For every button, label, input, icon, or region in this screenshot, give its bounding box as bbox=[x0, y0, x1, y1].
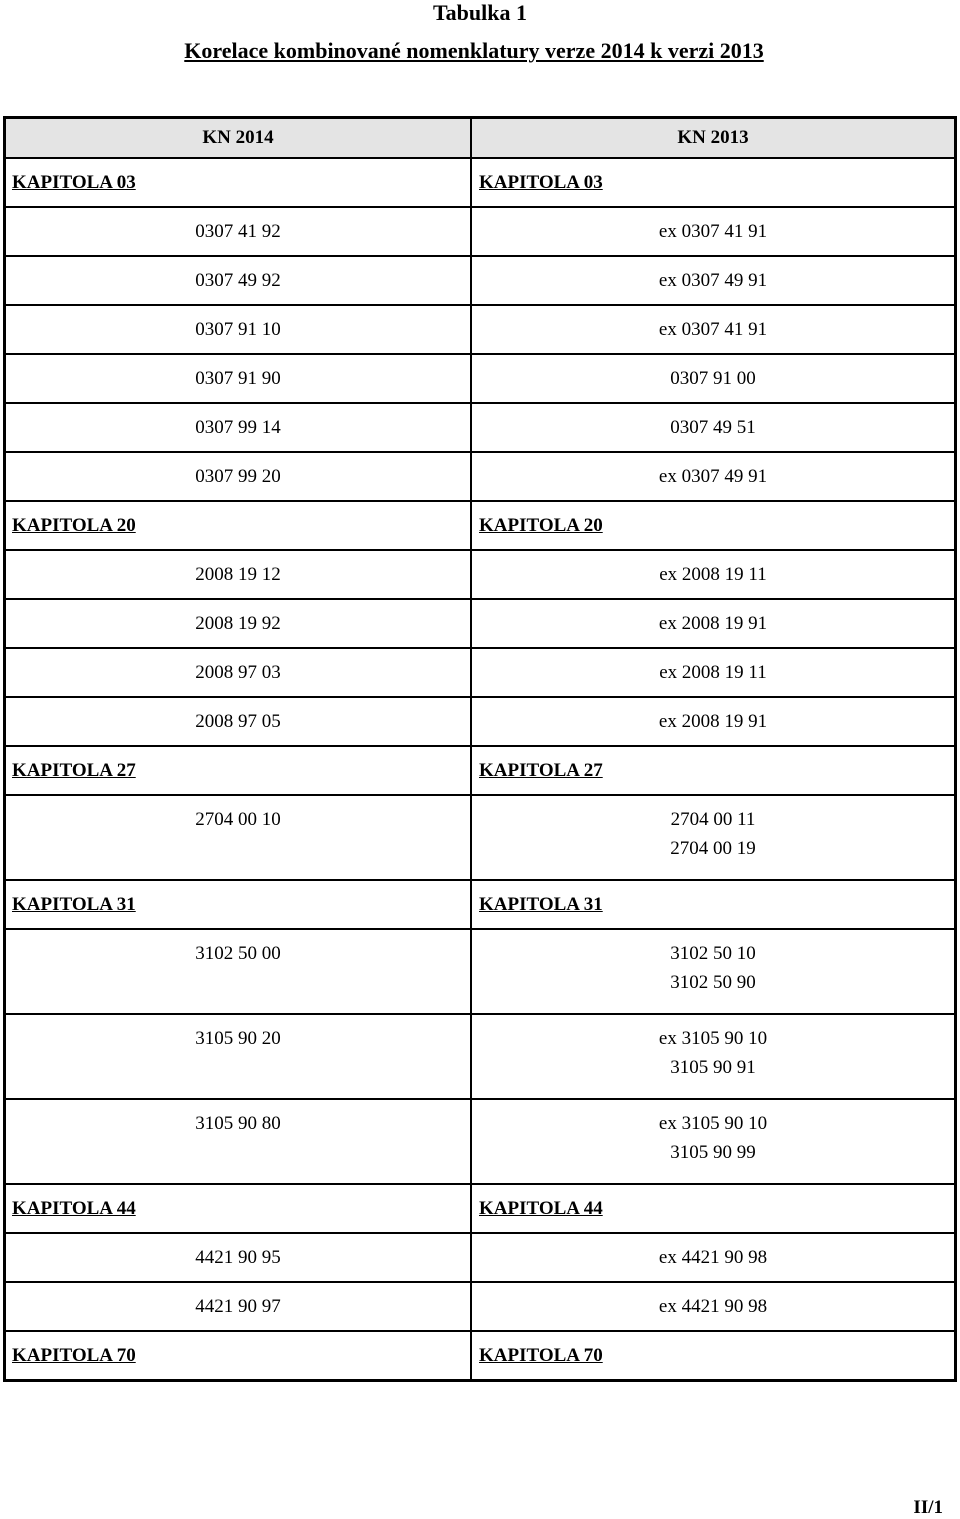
code-cell-kn-2013 bbox=[472, 551, 954, 598]
code-value: ex 2008 19 91 bbox=[658, 613, 768, 634]
table-row bbox=[6, 1098, 954, 1183]
code-cell-kn-2014 bbox=[6, 551, 472, 598]
code-value: 2704 00 19 bbox=[670, 838, 756, 859]
chapter-row bbox=[6, 157, 954, 206]
table-row bbox=[6, 598, 954, 647]
code-cell-kn-2014 bbox=[6, 306, 472, 353]
chapter-row bbox=[6, 500, 954, 549]
table-row bbox=[6, 928, 954, 1013]
code-value: 0307 49 51 bbox=[670, 417, 756, 438]
table-row bbox=[6, 255, 954, 304]
chapter-row bbox=[6, 1183, 954, 1232]
code-cell-kn-2014 bbox=[6, 1100, 472, 1183]
code-cell-kn-2014 bbox=[6, 796, 472, 879]
table-row bbox=[6, 1013, 954, 1098]
code-cell-kn-2014 bbox=[6, 208, 472, 255]
chapter-cell-kn-2013 bbox=[472, 1332, 954, 1379]
code-value: 4421 90 95 bbox=[195, 1247, 281, 1268]
chapter-label: KAPITOLA 70 bbox=[12, 1345, 136, 1366]
table-row bbox=[6, 304, 954, 353]
code-cell-kn-2013 bbox=[472, 306, 954, 353]
code-value: 0307 91 00 bbox=[670, 368, 756, 389]
chapter-label: KAPITOLA 31 bbox=[479, 894, 603, 915]
code-cell-kn-2013 bbox=[472, 257, 954, 304]
correlation-table bbox=[3, 116, 957, 1382]
chapter-label: KAPITOLA 31 bbox=[12, 894, 136, 915]
code-value: 0307 99 20 bbox=[195, 466, 281, 487]
code-cell-kn-2014 bbox=[6, 257, 472, 304]
code-cell-kn-2014 bbox=[6, 453, 472, 500]
code-value: 3105 90 20 bbox=[195, 1028, 281, 1049]
code-cell-kn-2014 bbox=[6, 1234, 472, 1281]
table-row bbox=[6, 206, 954, 255]
table-row bbox=[6, 1232, 954, 1281]
chapter-cell-kn-2013 bbox=[472, 502, 954, 549]
table-header-row bbox=[6, 119, 954, 157]
code-cell-kn-2013 bbox=[472, 796, 954, 879]
chapter-label: KAPITOLA 44 bbox=[479, 1198, 603, 1219]
table-row bbox=[6, 647, 954, 696]
chapter-label: KAPITOLA 20 bbox=[12, 515, 136, 536]
table-row bbox=[6, 353, 954, 402]
code-cell-kn-2013 bbox=[472, 404, 954, 451]
code-cell-kn-2014 bbox=[6, 930, 472, 1013]
code-value: 0307 41 92 bbox=[195, 221, 281, 242]
code-cell-kn-2013 bbox=[472, 649, 954, 696]
code-cell-kn-2014 bbox=[6, 649, 472, 696]
code-value: ex 0307 41 91 bbox=[658, 319, 768, 340]
code-value: 2704 00 10 bbox=[195, 809, 281, 830]
table-row bbox=[6, 549, 954, 598]
code-value: ex 4421 90 98 bbox=[658, 1296, 768, 1317]
code-cell-kn-2013 bbox=[472, 698, 954, 745]
code-cell-kn-2013 bbox=[472, 1234, 954, 1281]
code-value: 3105 90 80 bbox=[195, 1113, 281, 1134]
chapter-row bbox=[6, 745, 954, 794]
chapter-row bbox=[6, 879, 954, 928]
chapter-cell-kn-2013 bbox=[472, 159, 954, 206]
table-row bbox=[6, 696, 954, 745]
document-title: Tabulka 1 bbox=[433, 0, 527, 25]
chapter-label: KAPITOLA 70 bbox=[479, 1345, 603, 1366]
code-value: ex 3105 90 10 bbox=[658, 1113, 768, 1134]
code-value: ex 4421 90 98 bbox=[658, 1247, 768, 1268]
code-value: 3102 50 90 bbox=[670, 972, 756, 993]
code-cell-kn-2013 bbox=[472, 208, 954, 255]
chapter-cell-kn-2013 bbox=[472, 881, 954, 928]
table-row bbox=[6, 1281, 954, 1330]
chapter-label: KAPITOLA 20 bbox=[479, 515, 603, 536]
chapter-label: KAPITOLA 44 bbox=[12, 1198, 136, 1219]
code-value: 0307 91 90 bbox=[195, 368, 281, 389]
chapter-cell-kn-2014 bbox=[6, 1332, 472, 1379]
code-value: 3105 90 91 bbox=[670, 1057, 756, 1078]
code-cell-kn-2013 bbox=[472, 1283, 954, 1330]
code-value: 3102 50 00 bbox=[195, 943, 281, 964]
code-cell-kn-2014 bbox=[6, 355, 472, 402]
code-cell-kn-2014 bbox=[6, 600, 472, 647]
code-cell-kn-2014 bbox=[6, 698, 472, 745]
code-value: ex 2008 19 11 bbox=[659, 662, 767, 683]
code-value: ex 2008 19 11 bbox=[659, 564, 767, 585]
code-value: 0307 49 92 bbox=[195, 270, 281, 291]
code-value: 3105 90 99 bbox=[670, 1142, 756, 1163]
code-value: 2008 19 12 bbox=[195, 564, 281, 585]
chapter-cell-kn-2013 bbox=[472, 747, 954, 794]
code-cell-kn-2013 bbox=[472, 1015, 954, 1098]
code-value: ex 0307 49 91 bbox=[658, 270, 768, 291]
code-value: ex 2008 19 91 bbox=[658, 711, 768, 732]
chapter-label: KAPITOLA 27 bbox=[479, 760, 603, 781]
table-row bbox=[6, 402, 954, 451]
code-cell-kn-2014 bbox=[6, 1015, 472, 1098]
chapter-label: KAPITOLA 03 bbox=[479, 172, 603, 193]
code-value: 2008 97 03 bbox=[195, 662, 281, 683]
code-cell-kn-2013 bbox=[472, 453, 954, 500]
code-cell-kn-2013 bbox=[472, 355, 954, 402]
code-value: ex 3105 90 10 bbox=[658, 1028, 768, 1049]
code-value: 4421 90 97 bbox=[195, 1296, 281, 1317]
code-value: ex 0307 41 91 bbox=[658, 221, 768, 242]
header-kn-2013: KN 2013 bbox=[472, 119, 954, 157]
chapter-cell-kn-2013 bbox=[472, 1185, 954, 1232]
chapter-cell-kn-2014 bbox=[6, 881, 472, 928]
code-value: 2704 00 11 bbox=[670, 809, 756, 830]
code-cell-kn-2014 bbox=[6, 404, 472, 451]
code-value: 2008 97 05 bbox=[195, 711, 281, 732]
code-cell-kn-2013 bbox=[472, 600, 954, 647]
header-kn-2014: KN 2014 bbox=[6, 119, 472, 157]
table-row bbox=[6, 794, 954, 879]
code-cell-kn-2014 bbox=[6, 1283, 472, 1330]
code-value: 0307 99 14 bbox=[195, 417, 281, 438]
code-value: 2008 19 92 bbox=[195, 613, 281, 634]
code-value: ex 0307 49 91 bbox=[658, 466, 768, 487]
chapter-cell-kn-2014 bbox=[6, 502, 472, 549]
code-cell-kn-2013 bbox=[472, 1100, 954, 1183]
chapter-label: KAPITOLA 27 bbox=[12, 760, 136, 781]
code-cell-kn-2013 bbox=[472, 930, 954, 1013]
code-value: 0307 91 10 bbox=[195, 319, 281, 340]
chapter-label: KAPITOLA 03 bbox=[12, 172, 136, 193]
chapter-cell-kn-2014 bbox=[6, 1185, 472, 1232]
chapter-cell-kn-2014 bbox=[6, 159, 472, 206]
document-subtitle: Korelace kombinované nomenklatury verze 2014 k verzi 2013 bbox=[184, 38, 764, 63]
code-value: 3102 50 10 bbox=[670, 943, 756, 964]
table-row bbox=[6, 451, 954, 500]
chapter-row bbox=[6, 1330, 954, 1379]
chapter-cell-kn-2014 bbox=[6, 747, 472, 794]
page-number: II/1 bbox=[913, 1497, 943, 1518]
